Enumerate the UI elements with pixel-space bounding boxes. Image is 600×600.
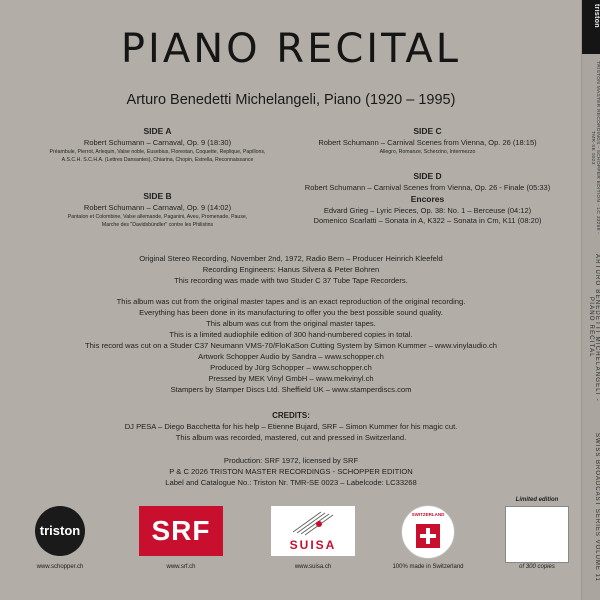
spine-label: triston bbox=[593, 4, 600, 28]
side-d-work: Robert Schumann – Carnival Scenes from Vienna, Op. 26 - Finale (05:33) bbox=[304, 183, 551, 192]
production-line-1: This album was cut from the original master tapes and is an exact reproduction of the original recording. bbox=[116, 297, 466, 306]
side-a-movements-2: A.S.C.H. S.C.H.A. (Lettres Dansantes), Chiarina, Chopin, Estrella, Reconnaissance bbox=[61, 157, 254, 163]
encores-heading: Encores bbox=[410, 194, 445, 204]
recording-line-2: Recording Engineers: Hanus Silvera & Peter Bohren bbox=[202, 265, 380, 274]
album-subtitle: Arturo Benedetti Michelangeli, Piano (1920 – 1995) bbox=[126, 92, 456, 108]
side-b-movements-2: Marche des "Davidsbündler" contre les Philistins bbox=[101, 222, 214, 228]
side-b-section bbox=[30, 191, 285, 229]
spine-code-text: TRISTON MASTER RECORDINGS - SCHOPPER EDITION - LC 33268 - TMR-SE 0023 bbox=[590, 60, 600, 235]
srf-caption: www.srf.ch bbox=[166, 564, 196, 570]
recording-info bbox=[0, 253, 582, 286]
swiss-caption: 100% made in Switzerland bbox=[392, 564, 464, 570]
swiss-ring-text: SWITZERLAND bbox=[411, 512, 445, 517]
footer-line-3: Label and Catalogue No.: Triston Nr. TMR-SE 0023 – Labelcode: LC33268 bbox=[165, 478, 417, 487]
suisa-logo bbox=[271, 506, 355, 556]
swiss-cross-icon bbox=[416, 524, 440, 548]
spine-series-text: SWISS BROADCAST SERIES VOLUME 11 bbox=[594, 433, 600, 582]
side-c-movements: Allegro, Romanze, Scherzino, Intermezzo bbox=[379, 149, 476, 155]
encore-1: Edvard Grieg – Lyric Pieces, Op. 38: No. 1 – Berceuse (04:12) bbox=[323, 206, 532, 215]
production-line-2: Everything has been done in its manufacturing to offer you the best possible sound quality. bbox=[139, 308, 443, 317]
footer-line-1: Production: SRF 1972, licensed by SRF bbox=[223, 456, 359, 465]
album-title: PIANO RECITAL bbox=[120, 26, 462, 72]
recording-line-1: Original Stereo Recording, November 2nd, 1972, Radio Bern – Producer Heinrich Kleefeld bbox=[139, 254, 443, 263]
production-line-8: Pressed by MEK Vinyl GmbH – www.mekvinyl.ch bbox=[208, 374, 374, 383]
triston-logo: triston bbox=[35, 506, 85, 556]
side-a-work: Robert Schumann – Carnaval, Op. 9 (18:30) bbox=[83, 138, 232, 147]
suisa-caption: www.suisa.ch bbox=[294, 564, 332, 570]
side-c-heading: SIDE C bbox=[413, 126, 442, 136]
side-d-heading: SIDE D bbox=[413, 171, 442, 181]
footer-line-2: P & C 2026 TRISTON MASTER RECORDINGS - SCHOPPER EDITION bbox=[169, 467, 413, 476]
footer-info bbox=[0, 455, 582, 488]
suisa-emblem-icon bbox=[271, 506, 355, 538]
limited-edition-label: Limited edition bbox=[515, 497, 559, 503]
credits-line-2: This album was recorded, mastered, cut and pressed in Switzerland. bbox=[175, 433, 407, 442]
side-a-section bbox=[30, 126, 285, 164]
production-line-3: This album was cut from the original master tapes. bbox=[206, 319, 376, 328]
recording-line-3: This recording was made with two Studer C 37 Tube Tape Recorders. bbox=[174, 276, 408, 285]
srf-logo: SRF bbox=[139, 506, 223, 556]
edition-number-box bbox=[505, 506, 569, 563]
side-d-section bbox=[300, 171, 555, 226]
side-c-work: Robert Schumann – Carnival Scenes from Vienna, Op. 26 (18:15) bbox=[318, 138, 537, 147]
production-line-6: Artwork Schopper Audio by Sandra – www.schopper.ch bbox=[198, 352, 384, 361]
side-c-section bbox=[300, 126, 555, 156]
spine-title-text: ARTURO BENEDETTI MICHELANGELI - PIANO RECITAL bbox=[588, 253, 600, 402]
credits-line-1: DJ PESA – Diego Bacchetta for his help – Etienne Bujard, SRF – Simon Kummer for his magic cut. bbox=[124, 422, 458, 431]
credits-heading: CREDITS: bbox=[272, 411, 310, 420]
swiss-made-badge bbox=[401, 505, 455, 559]
production-line-9: Stampers by Stamper Discs Ltd. Sheffield UK – www.stamperdiscs.com bbox=[170, 385, 412, 394]
credits-section bbox=[0, 410, 582, 443]
limited-caption: of 300 copies bbox=[519, 564, 555, 570]
side-a-movements-1: Préambule, Pierrot, Arlequin, Valse noble, Eusebius, Florestan, Coquette, Replique, Papillons, bbox=[49, 149, 266, 155]
production-line-7: Produced by Jürg Schopper – www.schopper.ch bbox=[210, 363, 372, 372]
production-notes bbox=[0, 296, 582, 395]
suisa-wordmark: SUISA bbox=[289, 538, 337, 552]
production-line-4: This is a limited audiophile edition of 300 hand-numbered copies in total. bbox=[169, 330, 413, 339]
side-b-heading: SIDE B bbox=[143, 191, 172, 201]
encore-2: Domenico Scarlatti – Sonata in A, K322 – Sonata in Cm, K11 (08:20) bbox=[313, 216, 542, 225]
side-a-heading: SIDE A bbox=[143, 126, 172, 136]
side-b-movements-1: Pantalon et Colombine, Valse allemande, Paganini, Aveu, Promenade, Pause, bbox=[67, 214, 248, 220]
side-b-work: Robert Schumann – Carnaval, Op. 9 (14:02) bbox=[83, 203, 232, 212]
triston-caption: www.schopper.ch bbox=[36, 564, 84, 570]
production-line-5: This record was cut on a Studer C37 Neumann VMS-70/FloKaSon Cutting System by Simon Kummer – www.vinylaudio.ch bbox=[85, 341, 497, 350]
